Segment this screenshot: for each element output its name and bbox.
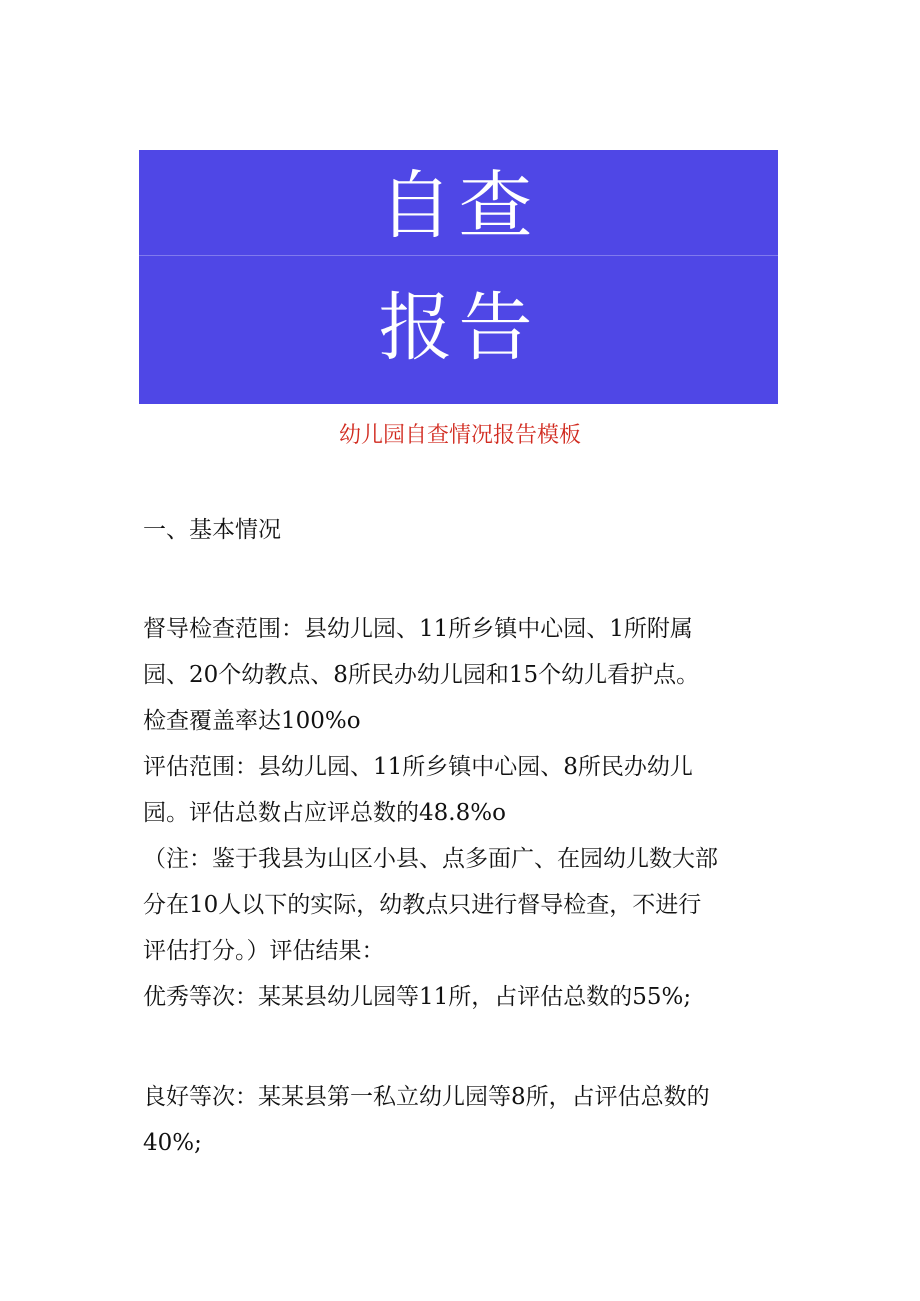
cover-title-line-2: 报告 <box>378 285 539 371</box>
section-heading: 一、基本情况 <box>143 517 281 543</box>
text-line: 分在10人以下的实际，幼教点只进行督导检查，不进行 <box>143 892 702 918</box>
document-subtitle: 幼儿园自查情况报告模板 <box>338 423 581 448</box>
text-line: 评估范围：县幼儿园、11所乡镇中心园、8所民办幼儿 <box>143 754 693 780</box>
text-line: 40%; <box>143 1130 202 1156</box>
cover-title-line-1: 自查 <box>378 163 539 249</box>
text-line: 园、20个幼教点、8所民办幼儿园和15个幼儿看护点。 <box>143 662 700 688</box>
cover-divider <box>139 255 778 256</box>
body-block-1 <box>143 606 783 1020</box>
text-line: 检查覆盖率达100%o <box>143 708 361 734</box>
cover-banner <box>139 150 778 404</box>
text-line: 督导检查范围：县幼儿园、11所乡镇中心园、1所附属 <box>143 616 693 642</box>
text-line: （注：鉴于我县为山区小县、点多面广、在园幼儿数大部 <box>143 846 718 872</box>
body-block-2 <box>143 1074 783 1166</box>
text-line: 园。评估总数占应评总数的48.8%o <box>143 800 506 826</box>
text-line: 优秀等次：某某县幼儿园等11所，占评估总数的55%; <box>143 984 692 1010</box>
text-line: 良好等次：某某县第一私立幼儿园等8所，占评估总数的 <box>143 1084 710 1110</box>
text-line: 评估打分。）评估结果： <box>143 938 385 964</box>
